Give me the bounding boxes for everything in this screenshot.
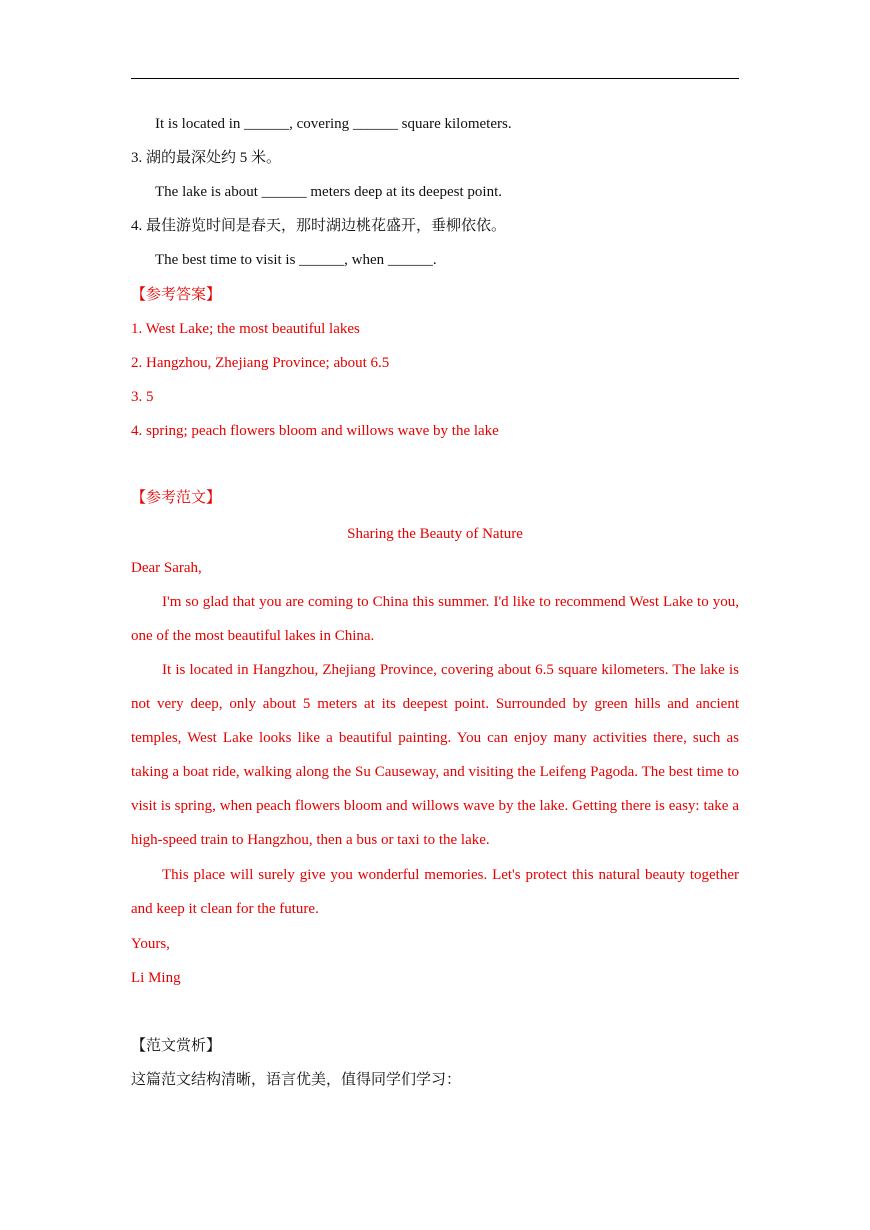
question-4-chinese: 4. 最佳游览时间是春天，那时湖边桃花盛开，垂柳依依。 — [131, 218, 507, 234]
question-4-english: The best time to visit is ______, when ______. — [155, 252, 437, 268]
answers-heading: 【参考答案】 — [131, 287, 222, 303]
essay-greeting: Dear Sarah, — [131, 560, 202, 576]
question-3-english: The lake is about ______ meters deep at its deepest point. — [155, 184, 502, 200]
header-rule — [131, 78, 739, 79]
exercise-line-located: It is located in ______, covering ______ square kilometers. — [155, 116, 512, 132]
essay-paragraph-3: This place will surely give you wonderful memories. Let's protect this natural beauty together and keep it clean for the future. — [131, 867, 739, 917]
essay-closing: Yours, — [131, 936, 170, 952]
analysis-text: 这篇范文结构清晰，语言优美，值得同学们学习： — [131, 1072, 462, 1088]
answer-item-1: 1. West Lake; the most beautiful lakes — [131, 321, 360, 337]
sample-heading: 【参考范文】 — [131, 490, 222, 506]
essay-paragraph-1: I'm so glad that you are coming to China this summer. I'd like to recommend West Lake to you, one of the most beautiful lakes in China. — [131, 594, 739, 644]
essay-title: Sharing the Beauty of Nature — [347, 526, 523, 542]
analysis-heading: 【范文赏析】 — [131, 1038, 222, 1054]
essay-signature: Li Ming — [131, 970, 181, 986]
answer-item-4: 4. spring; peach flowers bloom and willows wave by the lake — [131, 423, 499, 439]
answer-item-3: 3. 5 — [131, 389, 154, 405]
essay-paragraph-2: It is located in Hangzhou, Zhejiang Province, covering about 6.5 square kilometers. The lake is not very deep, only about 5 meters at its deepest point. Surrounded by green hills and ancient temples, West Lake looks like a beautiful painting. You can enjoy many activities there, such as taking a boat ride, walking along the Su Causeway, and visiting the Leifeng Pagoda. The best time to visit is spring, when peach flowers bloom and willows wave by the lake. Getting there is easy: take a high-speed train to Hangzhou, then a bus or taxi to the lake. — [131, 662, 739, 848]
question-3-chinese: 3. 湖的最深处约 5 米。 — [131, 150, 282, 166]
answer-item-2: 2. Hangzhou, Zhejiang Province; about 6.5 — [131, 355, 390, 371]
